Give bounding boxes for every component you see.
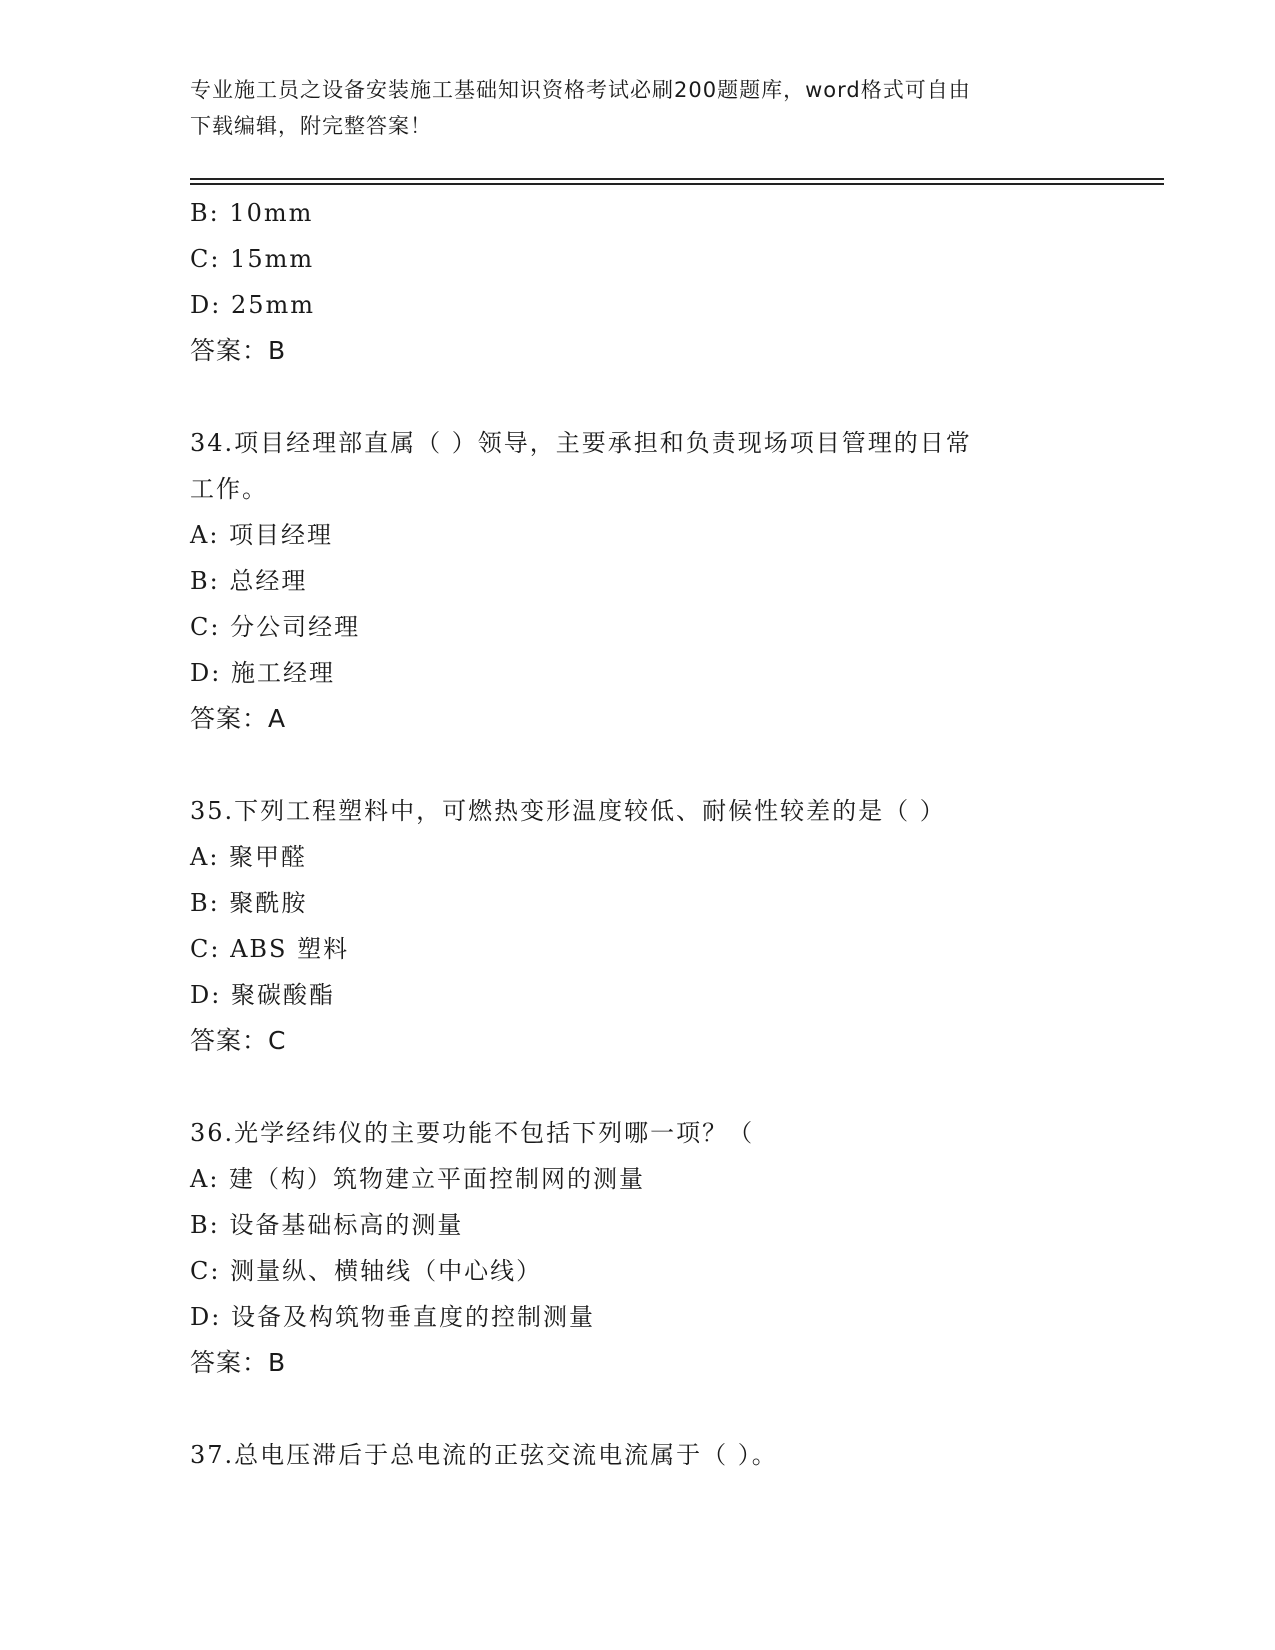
answer-line: 答案：C: [190, 1026, 287, 1055]
option-c: C: ABS 塑料: [190, 935, 350, 963]
question-list: [190, 190, 1090, 1478]
option-b: B: 设备基础标高的测量: [190, 1211, 464, 1239]
question-37: [190, 1432, 1090, 1478]
question-stem-continued: 工作。: [190, 475, 268, 503]
question-33-tail: [190, 190, 1090, 374]
question-36: [190, 1110, 1090, 1386]
option-a: A: 项目经理: [190, 521, 334, 549]
option-b: B: 总经理: [190, 567, 308, 595]
option-b: B: 10mm: [190, 199, 314, 227]
option-c: C: 分公司经理: [190, 613, 361, 641]
question-stem: 37.总电压滞后于总电流的正弦交流电流属于（ ）。: [190, 1441, 778, 1469]
question-34: [190, 420, 1090, 742]
option-a: A: 聚甲醛: [190, 843, 308, 871]
question-35: [190, 788, 1090, 1064]
question-stem: 34.项目经理部直属（ ）领导，主要承担和负责现场项目管理的日常: [190, 429, 972, 457]
option-a: A: 建（构）筑物建立平面控制网的测量: [190, 1165, 646, 1193]
answer-line: 答案：A: [190, 704, 287, 733]
option-d: D: 施工经理: [190, 659, 335, 687]
option-c: C: 15mm: [190, 245, 315, 273]
option-d: D: 设备及构筑物垂直度的控制测量: [190, 1303, 595, 1331]
option-b: B: 聚酰胺: [190, 889, 308, 917]
option-d: D: 聚碳酸酯: [190, 981, 335, 1009]
question-stem: 36.光学经纬仪的主要功能不包括下列哪一项？（: [190, 1119, 755, 1147]
option-d: D: 25mm: [190, 291, 316, 319]
document-header: [190, 72, 1090, 144]
option-c: C: 测量纵、横轴线（中心线）: [190, 1257, 543, 1285]
question-stem: 35.下列工程塑料中，可燃热变形温度较低、耐候性较差的是（ ）: [190, 797, 946, 825]
header-divider-top: [190, 178, 1164, 180]
answer-line: 答案：B: [190, 1348, 287, 1377]
answer-line: 答案：B: [190, 336, 287, 365]
header-divider-bottom: [190, 183, 1164, 185]
header-title-line-1: 专业施工员之设备安装施工基础知识资格考试必刷200题题库，word格式可自由: [190, 78, 971, 102]
header-title-line-2: 下载编辑，附完整答案！: [190, 114, 432, 138]
